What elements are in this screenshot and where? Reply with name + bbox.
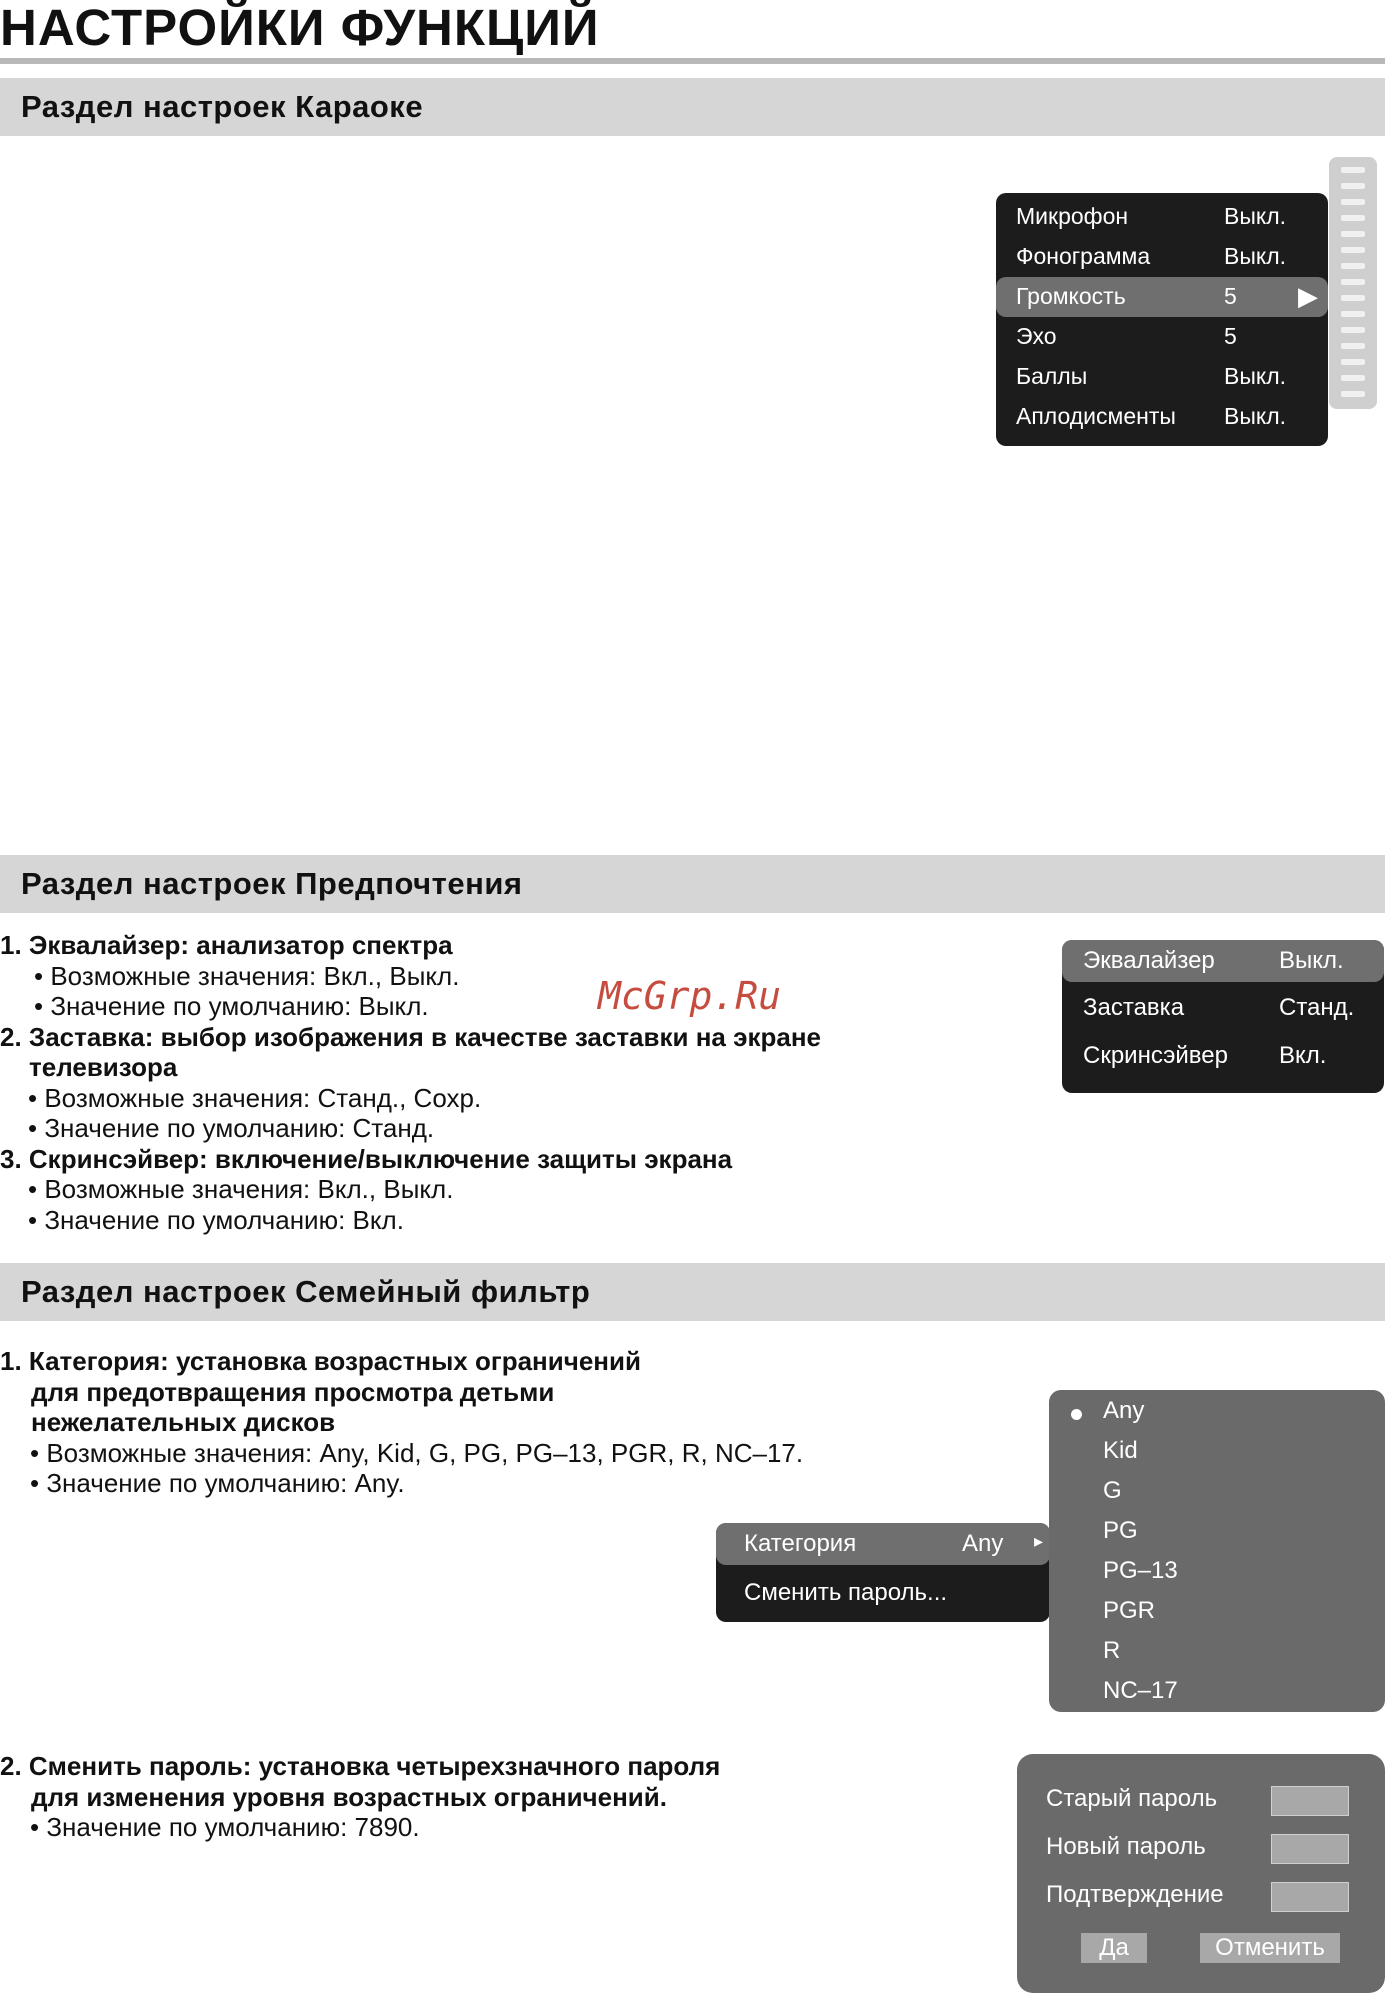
menu-row-label: Громкость bbox=[1016, 283, 1126, 309]
section-title-family-filter: Раздел настроек Семейный фильтр bbox=[21, 1274, 591, 1309]
menu-row-label: Сменить пароль... bbox=[744, 1579, 948, 1606]
menu-row-value: 5 bbox=[1224, 323, 1237, 349]
confirm-password-input[interactable] bbox=[1271, 1882, 1349, 1912]
ok-button[interactable]: Да bbox=[1081, 1933, 1147, 1963]
item-heading-cont: для предотвращения просмотра детьми bbox=[31, 1376, 555, 1407]
menu-row-label: Скринсэйвер bbox=[1083, 1042, 1228, 1069]
menu-row-value: Выкл. bbox=[1224, 403, 1287, 429]
item-heading-cont: для изменения уровня возрастных ограничений. bbox=[31, 1781, 667, 1812]
menu-row-screensaver[interactable] bbox=[1062, 1036, 1384, 1076]
scale-tick bbox=[1341, 167, 1365, 173]
item-bullet: • Значение по умолчанию: Вкл. bbox=[28, 1204, 404, 1235]
item-heading: 2. Заставка: выбор изображения в качестве заставки на экране bbox=[0, 1021, 821, 1052]
section-title-karaoke: Раздел настроек Караоке bbox=[21, 89, 424, 124]
title-rule bbox=[0, 58, 1385, 64]
scale-tick bbox=[1341, 215, 1365, 221]
menu-row-label: Фонограмма bbox=[1016, 243, 1151, 269]
cancel-button[interactable]: Отменить bbox=[1200, 1933, 1340, 1963]
option-item[interactable]: PG bbox=[1103, 1517, 1138, 1544]
option-item[interactable]: Any bbox=[1103, 1397, 1145, 1424]
scale-tick bbox=[1341, 247, 1365, 253]
menu-row-category[interactable] bbox=[716, 1523, 1050, 1565]
menu-row-volume[interactable] bbox=[996, 277, 1328, 317]
section-header-karaoke bbox=[0, 78, 1385, 136]
menu-row-label: Категория bbox=[744, 1530, 857, 1557]
menu-row-value: Выкл. bbox=[1224, 363, 1287, 389]
item-bullet: • Значение по умолчанию: Станд. bbox=[28, 1113, 435, 1143]
scale-tick bbox=[1341, 343, 1365, 349]
preferences-menu bbox=[1062, 940, 1384, 1093]
menu-row-value: Any bbox=[962, 1530, 1004, 1557]
menu-row-equalizer[interactable] bbox=[1062, 940, 1384, 982]
item-heading: 2. Сменить пароль: установка четырехзначного пароля bbox=[0, 1751, 721, 1781]
scale-tick bbox=[1341, 391, 1365, 397]
option-item[interactable]: NC–17 bbox=[1103, 1677, 1178, 1704]
option-item[interactable]: G bbox=[1103, 1477, 1122, 1504]
item-bullet: • Возможные значения: Any, Kid, G, PG, PG–13, PGR, R, NC–17. bbox=[30, 1437, 804, 1468]
menu-row-backing-track[interactable] bbox=[996, 237, 1328, 277]
item-heading-cont: нежелательных дисков bbox=[31, 1407, 336, 1437]
menu-row-change-password[interactable] bbox=[716, 1573, 1050, 1613]
scale-tick bbox=[1341, 359, 1365, 365]
old-password-label: Старый пароль bbox=[1046, 1785, 1218, 1812]
family-filter-menu bbox=[716, 1523, 1050, 1622]
menu-row-value: Вкл. bbox=[1279, 1042, 1327, 1069]
option-item[interactable]: R bbox=[1103, 1637, 1121, 1664]
scale-tick bbox=[1341, 231, 1365, 237]
menu-row-echo[interactable] bbox=[996, 317, 1328, 357]
option-item[interactable]: PGR bbox=[1103, 1597, 1156, 1624]
password-dialog bbox=[1017, 1754, 1385, 1993]
menu-row-applause[interactable] bbox=[996, 397, 1328, 437]
item-bullet: • Возможные значения: Станд., Сохр. bbox=[28, 1082, 482, 1113]
menu-row-splash[interactable] bbox=[1062, 988, 1384, 1028]
scale-tick bbox=[1341, 183, 1365, 189]
new-password-input[interactable] bbox=[1271, 1834, 1349, 1864]
menu-row-label: Баллы bbox=[1016, 363, 1088, 389]
menu-row-value: 5 bbox=[1224, 283, 1237, 309]
section-header-preferences bbox=[0, 855, 1385, 913]
section-header-family-filter bbox=[0, 1263, 1385, 1321]
menu-row-score[interactable] bbox=[996, 357, 1328, 397]
confirm-password-label: Подтверждение bbox=[1046, 1881, 1224, 1908]
item-heading: 1. Категория: установка возрастных ограничений bbox=[0, 1346, 641, 1376]
arrow-right-icon: ▸ bbox=[1034, 1531, 1044, 1551]
menu-row-label: Заставка bbox=[1083, 994, 1185, 1021]
item-bullet: • Возможные значения: Вкл., Выкл. bbox=[28, 1174, 454, 1204]
option-item[interactable]: PG–13 bbox=[1103, 1557, 1178, 1584]
karaoke-menu bbox=[996, 193, 1328, 446]
scale-tick bbox=[1341, 279, 1365, 285]
menu-row-value: Выкл. bbox=[1224, 243, 1287, 269]
menu-row-label: Микрофон bbox=[1016, 203, 1129, 229]
password-description bbox=[0, 1751, 720, 1843]
scale-tick bbox=[1341, 375, 1365, 381]
item-bullet: • Значение по умолчанию: Выкл. bbox=[34, 991, 429, 1021]
scale-tick bbox=[1341, 295, 1365, 301]
item-heading-cont: телевизора bbox=[29, 1052, 178, 1082]
menu-row-label: Эквалайзер bbox=[1083, 947, 1215, 974]
new-password-label: Новый пароль bbox=[1046, 1833, 1206, 1860]
menu-row-label: Эхо bbox=[1016, 323, 1057, 349]
item-bullet: • Значение по умолчанию: Any. bbox=[30, 1468, 405, 1498]
menu-row-value: Станд. bbox=[1279, 994, 1355, 1021]
item-bullet: • Возможные значения: Вкл., Выкл. bbox=[34, 960, 460, 991]
scale-tick bbox=[1341, 263, 1365, 269]
scale-tick bbox=[1341, 311, 1365, 317]
arrow-right-icon: ▶ bbox=[1298, 281, 1318, 311]
scale-tick bbox=[1341, 199, 1365, 205]
option-item[interactable]: Kid bbox=[1103, 1437, 1138, 1464]
volume-scale-slider[interactable] bbox=[1329, 157, 1377, 409]
old-password-input[interactable] bbox=[1271, 1786, 1349, 1816]
menu-row-label: Аплодисменты bbox=[1016, 403, 1176, 429]
item-heading: 3. Скринсэйвер: включение/выключение защиты экрана bbox=[0, 1143, 733, 1174]
item-bullet: • Значение по умолчанию: 7890. bbox=[30, 1812, 420, 1842]
scale-tick bbox=[1341, 327, 1365, 333]
menu-row-microphone[interactable] bbox=[996, 197, 1328, 237]
category-description bbox=[0, 1346, 803, 1499]
selected-dot-icon bbox=[1071, 1409, 1082, 1420]
category-options-list bbox=[1049, 1390, 1385, 1712]
page-title: НАСТРОЙКИ ФУНКЦИЙ bbox=[0, 0, 600, 56]
watermark: McGrp.Ru bbox=[598, 974, 782, 1018]
item-heading: 1. Эквалайзер: анализатор спектра bbox=[0, 930, 453, 960]
section-title-preferences: Раздел настроек Предпочтения bbox=[21, 866, 523, 901]
menu-row-value: Выкл. bbox=[1224, 203, 1287, 229]
menu-row-value: Выкл. bbox=[1279, 947, 1344, 974]
